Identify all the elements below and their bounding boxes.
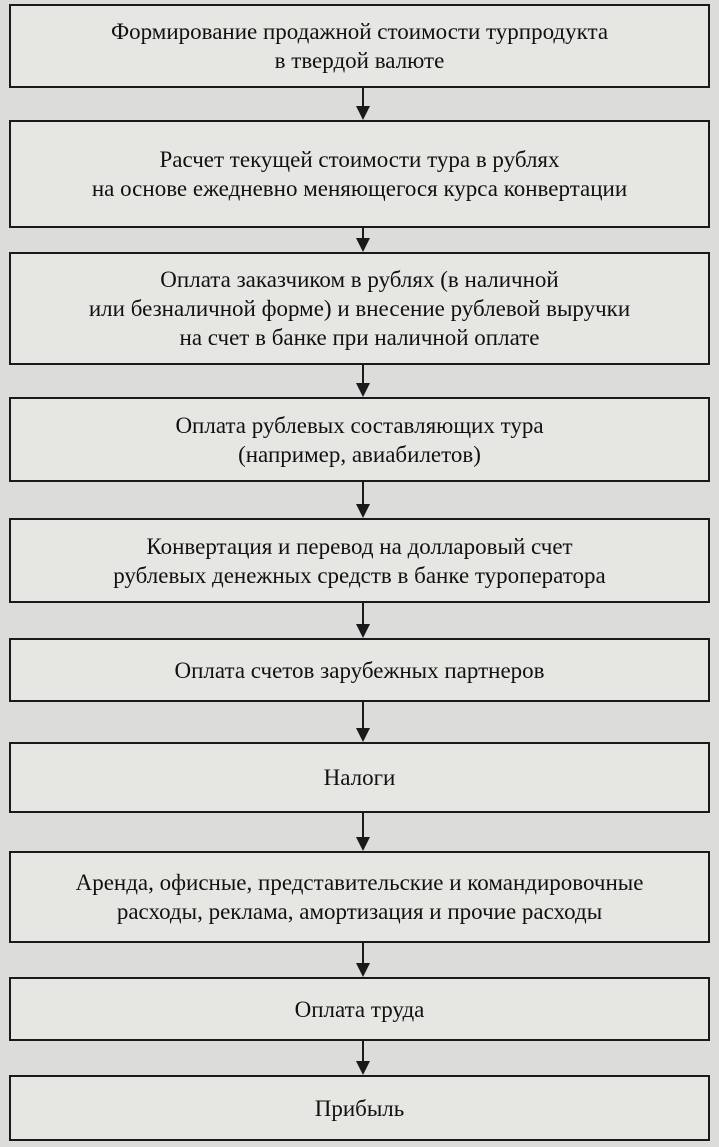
arrow-down-icon: [356, 228, 370, 252]
step-conversion-transfer: [9, 518, 710, 603]
step-line: Оплата заказчиком в рублях (в наличной: [160, 267, 559, 292]
step-rub-components-payment: [9, 397, 710, 482]
step-line: Оплата труда: [294, 996, 425, 1022]
step-line: (например, авиабилетов): [238, 441, 481, 467]
step-line: Аренда, офисные, представительские и командировочные: [75, 870, 644, 895]
step-rub-price-calculation: [9, 120, 710, 228]
step-line: на основе ежедневно меняющегося курса конвертации: [91, 176, 628, 201]
step-foreign-partners-payment: [9, 638, 710, 702]
step-line: Оплата рублевых составляющих тура: [175, 412, 544, 438]
step-line: Оплата счетов зарубежных партнеров: [174, 657, 545, 683]
step-line: или безналичной форме) и внесение рублевой выручки: [88, 296, 631, 321]
step-line: Расчет текущей стоимости тура в рублях: [159, 147, 560, 172]
step-customer-payment: [9, 252, 710, 365]
arrow-down-icon: [356, 482, 370, 518]
arrow-down-icon: [356, 702, 370, 742]
step-line: Налоги: [323, 765, 396, 790]
arrow-down-icon: [356, 943, 370, 977]
arrow-down-icon: [356, 88, 370, 120]
arrow-down-icon: [356, 603, 370, 638]
arrow-down-icon: [356, 1041, 370, 1075]
step-line: расходы, реклама, амортизация и прочие расходы: [116, 899, 603, 924]
step-taxes: [9, 742, 710, 813]
arrow-down-icon: [356, 365, 370, 397]
step-line: в твердой валюте: [274, 48, 445, 73]
step-line: рублевых денежных средств в банке туроператора: [113, 562, 606, 588]
step-labor-payment: [9, 977, 710, 1041]
step-profit: [9, 1075, 710, 1141]
step-selling-price-hard-currency: [9, 4, 710, 88]
step-other-expenses: [9, 851, 710, 943]
step-line: Конвертация и перевод на долларовый счет: [146, 533, 573, 559]
step-line: на счет в банке при наличной оплате: [179, 325, 540, 350]
step-line: Формирование продажной стоимости турпродукта: [110, 19, 609, 44]
step-line: Прибыль: [314, 1095, 405, 1121]
arrow-down-icon: [356, 813, 370, 851]
